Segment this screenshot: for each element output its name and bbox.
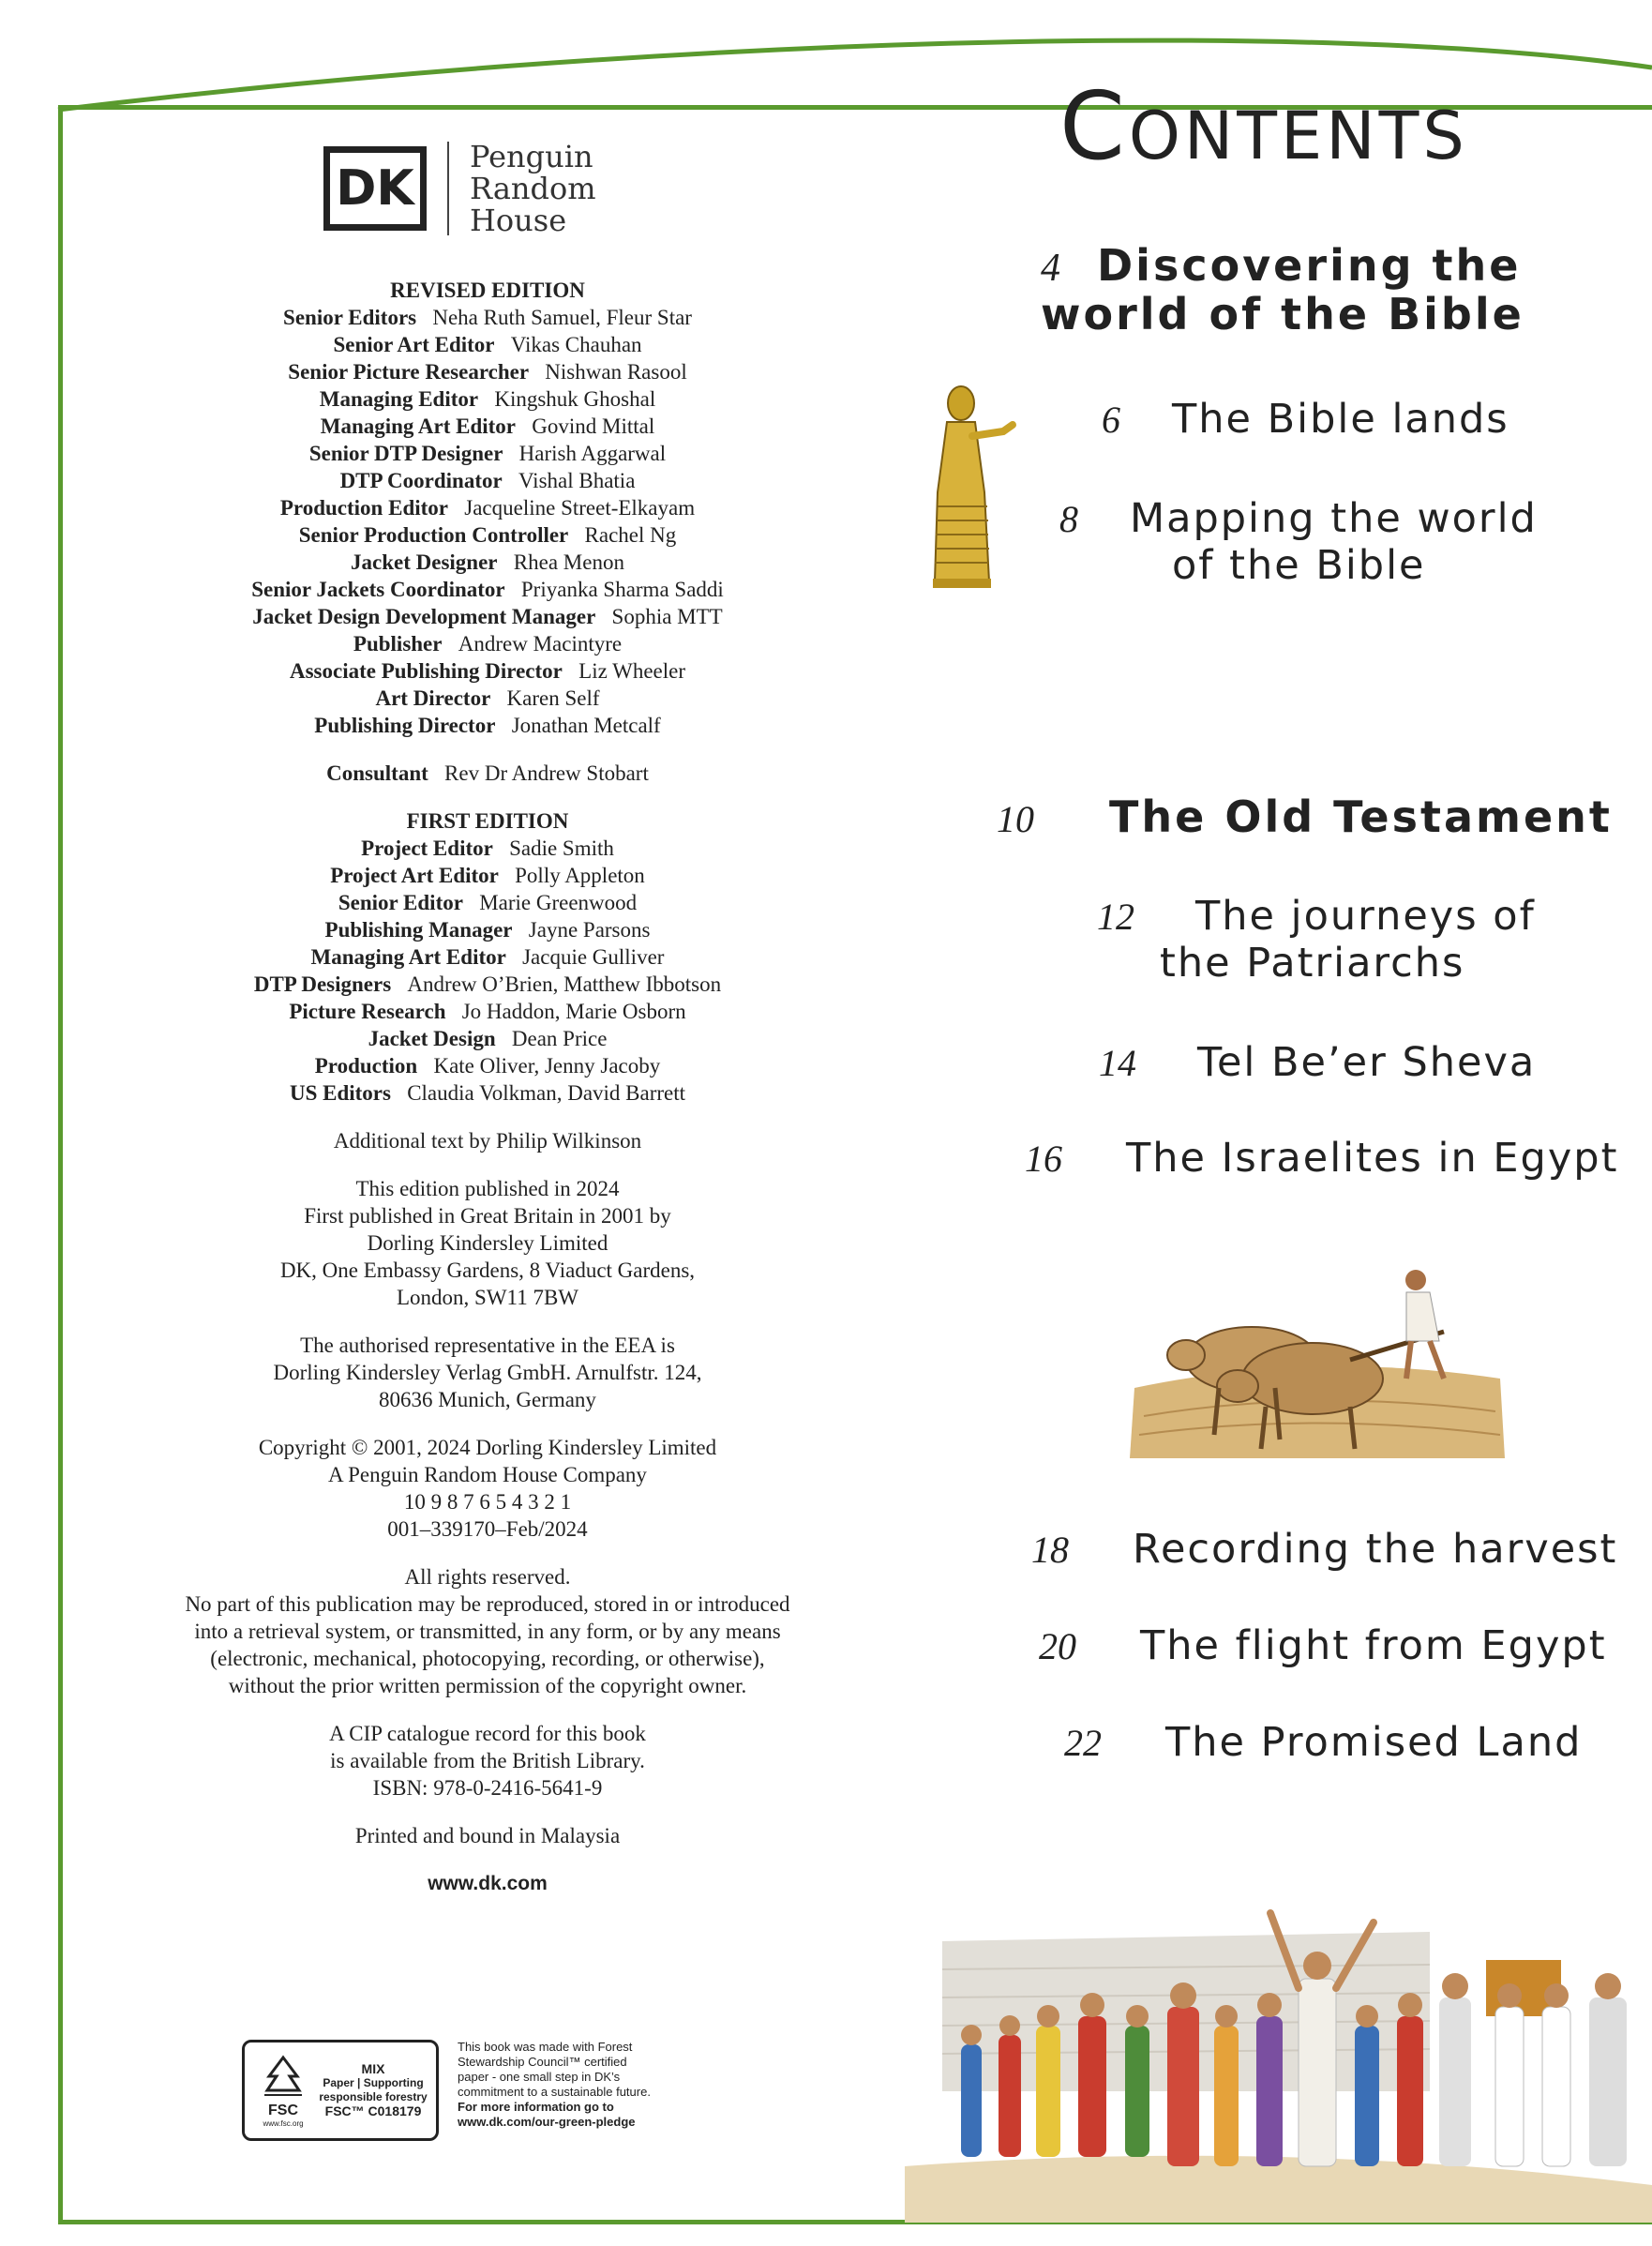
credit-line: Jacket Design Development Manager Sophia MTT bbox=[252, 605, 723, 628]
credit-line: Art Director Karen Self bbox=[375, 686, 600, 710]
credit-line: Managing Editor Kingshuk Ghoshal bbox=[319, 387, 656, 411]
website-link[interactable]: www.dk.com bbox=[428, 1873, 548, 1894]
credit-line: Publisher Andrew Macintyre bbox=[353, 632, 623, 656]
imprint-page bbox=[169, 277, 806, 1897]
revised-edition-credits bbox=[169, 304, 806, 739]
consultant-credit: Consultant Rev Dr Andrew Stobart bbox=[326, 761, 649, 785]
credit-line: DTP Coordinator Vishal Bhatia bbox=[339, 469, 636, 492]
ox-plough-illustration bbox=[1125, 1247, 1509, 1463]
credit-line: Senior Editors Neha Ruth Samuel, Fleur Star bbox=[283, 306, 692, 329]
publication-details: This edition published in 2024 First published in Great Britain in 2001 by Dorling Kindersley Limited DK, One Embassy Gardens, 8 Viaduct Gardens, London, SW11 7BW bbox=[279, 1177, 696, 1309]
credit-line: Jacket Designer Rhea Menon bbox=[351, 550, 624, 574]
credit-line: Picture Research Jo Haddon, Marie Osborn bbox=[289, 1000, 686, 1023]
procession-illustration bbox=[905, 1904, 1652, 2223]
fsc-label bbox=[242, 2040, 439, 2141]
printed-in: Printed and bound in Malaysia bbox=[354, 1824, 621, 1847]
credit-line: Senior Production Controller Rachel Ng bbox=[298, 523, 677, 547]
golden-statue-illustration bbox=[914, 380, 1027, 595]
dk-logo-mark: DK bbox=[323, 146, 427, 231]
cip-record: A CIP catalogue record for this book is available from the British Library. ISBN: 978-0-2416-5641-9 bbox=[329, 1722, 646, 1800]
credit-line: Senior Picture Researcher Nishwan Rasool bbox=[288, 360, 687, 384]
penguin-random-house-wordmark: Penguin Random House bbox=[470, 139, 596, 238]
fsc-tree-icon: FSC www.fsc.org bbox=[250, 2053, 316, 2128]
credit-line: Project Art Editor Polly Appleton bbox=[330, 864, 645, 887]
credit-line: Jacket Design Dean Price bbox=[368, 1027, 608, 1050]
toc-entry[interactable]: 12 The journeys of the Patriarchs bbox=[1097, 893, 1536, 987]
credit-line: Senior Art Editor Vikas Chauhan bbox=[333, 333, 642, 356]
toc-entry[interactable]: 8 Mapping the world of the Bible bbox=[1059, 495, 1538, 589]
credit-line: Senior Editor Marie Greenwood bbox=[338, 891, 638, 914]
credit-line: Managing Art Editor Jacquie Gulliver bbox=[310, 945, 665, 969]
copyright-notice: Copyright © 2001, 2024 Dorling Kindersley Limited A Penguin Random House Company 10 9 8 7 6 5 4 3 2 1 001–339170–Feb/2024 bbox=[258, 1436, 717, 1541]
first-edition-heading: FIRST EDITION bbox=[406, 809, 569, 833]
credit-line: Project Editor Sadie Smith bbox=[361, 837, 614, 860]
credit-line: Publishing Director Jonathan Metcalf bbox=[314, 714, 661, 737]
toc-entry[interactable]: 16 The Israelites in Egypt bbox=[1025, 1135, 1619, 1182]
credit-line: Production Editor Jacqueline Street-Elkayam bbox=[279, 496, 696, 520]
credit-line: US Editors Claudia Volkman, David Barrett bbox=[289, 1081, 686, 1105]
revised-edition-heading: REVISED EDITION bbox=[390, 279, 585, 302]
contents-title: Contents bbox=[1059, 71, 1468, 181]
rights-notice: All rights reserved. No part of this publication may be reproduced, stored in or introduced into a retrieval system, or transmitted, in any form, or by any means (electronic, mechanical, photocopying, recording, or otherwise), without the prior written permission of the copyright owner. bbox=[185, 1565, 790, 1697]
toc-entry[interactable]: 14 Tel Be’er Sheva bbox=[1099, 1039, 1537, 1086]
publisher-logo bbox=[323, 141, 596, 236]
eea-representative: The authorised representative in the EEA is Dorling Kindersley Verlag GmbH. Arnulfstr. 124, 80636 Munich, Germany bbox=[273, 1334, 702, 1411]
toc-entry[interactable]: 6 The Bible lands bbox=[1102, 396, 1509, 443]
fsc-mix-text: MIX Paper | Supporting responsible forestry FSC™ C018179 bbox=[319, 2061, 428, 2118]
logo-divider bbox=[447, 142, 449, 235]
credit-line: Publishing Manager Jayne Parsons bbox=[324, 918, 651, 942]
additional-text-credit: Additional text by Philip Wilkinson bbox=[333, 1129, 642, 1153]
toc-entry[interactable]: 20 The flight from Egypt bbox=[1039, 1622, 1607, 1669]
toc-entry[interactable]: 22 The Promised Land bbox=[1064, 1719, 1583, 1766]
credit-line: Senior Jackets Coordinator Priyanka Sharma Saddi bbox=[251, 578, 724, 601]
toc-entry-section[interactable]: 10 The Old Testament bbox=[997, 791, 1613, 842]
green-pledge-link[interactable]: www.dk.com/our-green-pledge bbox=[458, 2115, 636, 2129]
toc-entry[interactable]: 18 Recording the harvest bbox=[1031, 1526, 1618, 1573]
fsc-certification bbox=[242, 2040, 683, 2141]
credit-line: Managing Art Editor Govind Mittal bbox=[320, 415, 655, 438]
credit-line: Associate Publishing Director Liz Wheeler bbox=[289, 659, 686, 683]
credit-line: DTP Designers Andrew O’Brien, Matthew Ibbotson bbox=[253, 972, 722, 996]
credit-line: Senior DTP Designer Harish Aggarwal bbox=[308, 442, 667, 465]
first-edition-credits bbox=[169, 835, 806, 1107]
toc-entry[interactable]: 4 Discovering the world of the Bible bbox=[1041, 240, 1524, 339]
fsc-note: This book was made with Forest Stewardship Council™ certified paper - one small step in DK’s commitment to a sustainable future. For more information go to www.dk.com/our-green-pledge bbox=[458, 2040, 683, 2130]
credit-line: Production Kate Oliver, Jenny Jacoby bbox=[314, 1054, 661, 1078]
